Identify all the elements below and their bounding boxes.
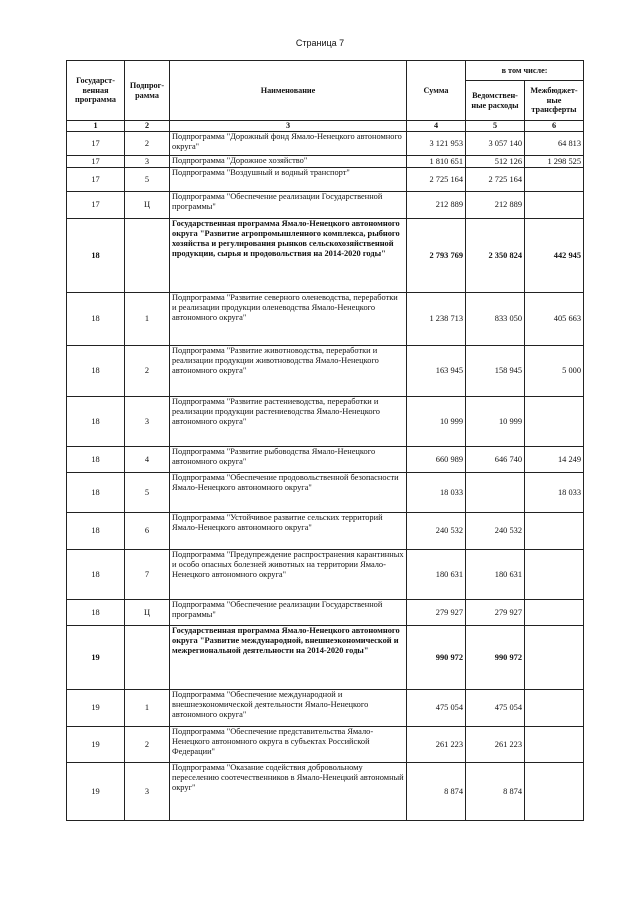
state-program-code: 17 bbox=[67, 168, 125, 192]
col-number: 5 bbox=[466, 121, 525, 132]
subprogram-code: 7 bbox=[125, 550, 170, 600]
departmental-value: 2 350 824 bbox=[466, 219, 525, 293]
transfers-value: 64 813 bbox=[525, 132, 584, 156]
subprogram-code: 1 bbox=[125, 690, 170, 727]
header-departmental: Ведомствен-ные расходы bbox=[466, 81, 525, 121]
program-name: Подпрограмма "Развитие растениеводства, переработки и реализации продукции растениеводства Ямало-Ненецкого автономного округа" bbox=[170, 397, 407, 447]
departmental-value: 646 740 bbox=[466, 447, 525, 473]
departmental-value bbox=[466, 473, 525, 513]
subprogram-code: 2 bbox=[125, 132, 170, 156]
state-program-code: 18 bbox=[67, 600, 125, 626]
table-row bbox=[67, 192, 584, 219]
subprogram-code: Ц bbox=[125, 600, 170, 626]
table-row bbox=[67, 156, 584, 168]
table-row bbox=[67, 600, 584, 626]
state-program-code: 19 bbox=[67, 763, 125, 821]
table-row bbox=[67, 293, 584, 346]
state-program-code: 19 bbox=[67, 626, 125, 690]
program-name: Подпрограмма "Развитие рыбоводства Ямало-Ненецкого автономного округа" bbox=[170, 447, 407, 473]
program-name: Подпрограмма "Развитие северного оленеводства, переработки и реализации продукции оленеводства Ямало-Ненецкого автономного округа" bbox=[170, 293, 407, 346]
program-name: Подпрограмма "Обеспечение реализации Государственной программы" bbox=[170, 192, 407, 219]
table-row bbox=[67, 168, 584, 192]
transfers-value bbox=[525, 513, 584, 550]
sum-value: 8 874 bbox=[407, 763, 466, 821]
table-row bbox=[67, 397, 584, 447]
program-name: Государственная программа Ямало-Ненецкого автономного округа "Развитие международной, внешнеэкономической и межрегиональной деятельности на 2014-2020 годы" bbox=[170, 626, 407, 690]
table-row bbox=[67, 727, 584, 763]
budget-table bbox=[66, 60, 584, 821]
departmental-value: 212 889 bbox=[466, 192, 525, 219]
departmental-value: 261 223 bbox=[466, 727, 525, 763]
subprogram-code: 2 bbox=[125, 727, 170, 763]
departmental-value: 180 631 bbox=[466, 550, 525, 600]
state-program-code: 18 bbox=[67, 219, 125, 293]
program-name: Подпрограмма "Предупреждение распространения карантинных и особо опасных болезней животных на территории Ямало-Ненецкого автономного округа" bbox=[170, 550, 407, 600]
sum-value: 660 989 bbox=[407, 447, 466, 473]
table-row bbox=[67, 690, 584, 727]
program-name: Подпрограмма "Оказание содействия добровольному переселению соотечественников в Ямало-Ненецкий автономный округ" bbox=[170, 763, 407, 821]
sum-value: 475 054 bbox=[407, 690, 466, 727]
state-program-code: 17 bbox=[67, 132, 125, 156]
program-name: Подпрограмма "Дорожный фонд Ямало-Ненецкого автономного округа" bbox=[170, 132, 407, 156]
departmental-value: 990 972 bbox=[466, 626, 525, 690]
transfers-value bbox=[525, 550, 584, 600]
header-subprogram: Подпрог-рамма bbox=[125, 61, 170, 121]
subprogram-code: 4 bbox=[125, 447, 170, 473]
state-program-code: 18 bbox=[67, 346, 125, 397]
subprogram-code: 3 bbox=[125, 397, 170, 447]
state-program-code: 18 bbox=[67, 447, 125, 473]
table-row bbox=[67, 763, 584, 821]
program-name: Государственная программа Ямало-Ненецкого автономного округа "Развитие агропромышленного комплекса, рыбного хозяйства и регулирования рынков сельскохозяйственной продукции, сырья и продовольствия на 2014-2020 годы" bbox=[170, 219, 407, 293]
sum-value: 2 725 164 bbox=[407, 168, 466, 192]
table-row bbox=[67, 132, 584, 156]
table-row bbox=[67, 513, 584, 550]
sum-value: 1 810 651 bbox=[407, 156, 466, 168]
sum-value: 990 972 bbox=[407, 626, 466, 690]
transfers-value bbox=[525, 690, 584, 727]
sum-value: 1 238 713 bbox=[407, 293, 466, 346]
state-program-code: 19 bbox=[67, 690, 125, 727]
state-program-code: 18 bbox=[67, 397, 125, 447]
subprogram-code bbox=[125, 626, 170, 690]
sum-value: 10 999 bbox=[407, 397, 466, 447]
transfers-value: 442 945 bbox=[525, 219, 584, 293]
departmental-value: 8 874 bbox=[466, 763, 525, 821]
departmental-value: 158 945 bbox=[466, 346, 525, 397]
table-row bbox=[67, 219, 584, 293]
sum-value: 18 033 bbox=[407, 473, 466, 513]
transfers-value: 405 663 bbox=[525, 293, 584, 346]
subprogram-code: Ц bbox=[125, 192, 170, 219]
departmental-value: 833 050 bbox=[466, 293, 525, 346]
subprogram-code: 5 bbox=[125, 473, 170, 513]
transfers-value bbox=[525, 626, 584, 690]
departmental-value: 10 999 bbox=[466, 397, 525, 447]
transfers-value: 1 298 525 bbox=[525, 156, 584, 168]
transfers-value bbox=[525, 397, 584, 447]
col-number: 3 bbox=[170, 121, 407, 132]
table-row bbox=[67, 346, 584, 397]
subprogram-code: 3 bbox=[125, 763, 170, 821]
transfers-value: 5 000 bbox=[525, 346, 584, 397]
state-program-code: 18 bbox=[67, 513, 125, 550]
header-sum: Сумма bbox=[407, 61, 466, 121]
program-name: Подпрограмма "Воздушный и водный транспорт" bbox=[170, 168, 407, 192]
subprogram-code: 1 bbox=[125, 293, 170, 346]
program-name: Подпрограмма "Обеспечение представительства Ямало-Ненецкого автономного округа в субъектах Российской Федерации" bbox=[170, 727, 407, 763]
col-number: 1 bbox=[67, 121, 125, 132]
subprogram-code: 3 bbox=[125, 156, 170, 168]
subprogram-code: 5 bbox=[125, 168, 170, 192]
program-name: Подпрограмма "Обеспечение реализации Государственной программы" bbox=[170, 600, 407, 626]
sum-value: 240 532 bbox=[407, 513, 466, 550]
program-name: Подпрограмма "Дорожное хозяйство" bbox=[170, 156, 407, 168]
page-label: Страница 7 bbox=[295, 38, 345, 48]
table-row bbox=[67, 447, 584, 473]
sum-value: 2 793 769 bbox=[407, 219, 466, 293]
transfers-value bbox=[525, 763, 584, 821]
program-name: Подпрограмма "Обеспечение продовольственной безопасности Ямало-Ненецкого автономного округа" bbox=[170, 473, 407, 513]
departmental-value: 475 054 bbox=[466, 690, 525, 727]
header-state-program: Государст-венная программа bbox=[67, 61, 125, 121]
subprogram-code bbox=[125, 219, 170, 293]
sum-value: 3 121 953 bbox=[407, 132, 466, 156]
transfers-value bbox=[525, 168, 584, 192]
col-number: 4 bbox=[407, 121, 466, 132]
departmental-value: 3 057 140 bbox=[466, 132, 525, 156]
state-program-code: 18 bbox=[67, 550, 125, 600]
state-program-code: 17 bbox=[67, 192, 125, 219]
departmental-value: 240 532 bbox=[466, 513, 525, 550]
sum-value: 212 889 bbox=[407, 192, 466, 219]
header-name: Наименование bbox=[170, 61, 407, 121]
state-program-code: 17 bbox=[67, 156, 125, 168]
header-including: в том числе: bbox=[466, 61, 584, 81]
departmental-value: 279 927 bbox=[466, 600, 525, 626]
transfers-value: 18 033 bbox=[525, 473, 584, 513]
table-row bbox=[67, 473, 584, 513]
program-name: Подпрограмма "Обеспечение международной и внешнеэкономической деятельности Ямало-Ненецкого автономного округа" bbox=[170, 690, 407, 727]
table-row bbox=[67, 626, 584, 690]
sum-value: 279 927 bbox=[407, 600, 466, 626]
sum-value: 163 945 bbox=[407, 346, 466, 397]
sum-value: 261 223 bbox=[407, 727, 466, 763]
col-number: 6 bbox=[525, 121, 584, 132]
transfers-value bbox=[525, 727, 584, 763]
header-transfers: Межбюджет-ные трансферты bbox=[525, 81, 584, 121]
state-program-code: 18 bbox=[67, 473, 125, 513]
program-name: Подпрограмма "Развитие животноводства, переработки и реализации продукции животноводства Ямало-Ненецкого автономного округа" bbox=[170, 346, 407, 397]
col-number: 2 bbox=[125, 121, 170, 132]
transfers-value bbox=[525, 192, 584, 219]
state-program-code: 19 bbox=[67, 727, 125, 763]
subprogram-code: 6 bbox=[125, 513, 170, 550]
program-name: Подпрограмма "Устойчивое развитие сельских территорий Ямало-Ненецкого автономного округа" bbox=[170, 513, 407, 550]
state-program-code: 18 bbox=[67, 293, 125, 346]
transfers-value bbox=[525, 600, 584, 626]
transfers-value: 14 249 bbox=[525, 447, 584, 473]
sum-value: 180 631 bbox=[407, 550, 466, 600]
departmental-value: 512 126 bbox=[466, 156, 525, 168]
table-row bbox=[67, 550, 584, 600]
subprogram-code: 2 bbox=[125, 346, 170, 397]
departmental-value: 2 725 164 bbox=[466, 168, 525, 192]
